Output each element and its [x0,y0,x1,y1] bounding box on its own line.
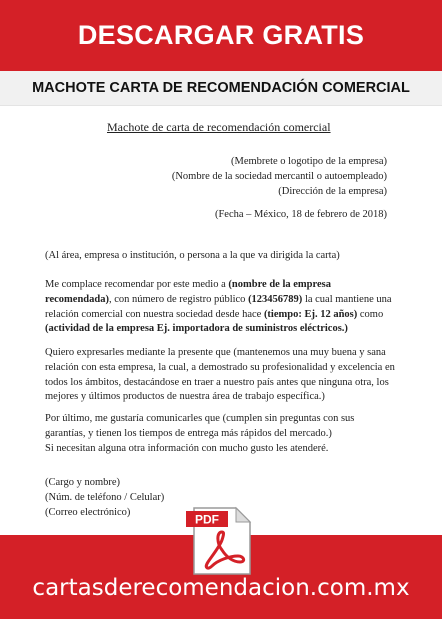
p1-text-1: Me complace recomendar por este medio a [45,279,229,290]
subtitle-bar [0,71,442,106]
paragraph-3-line-a: Por último, me gustaría comunicarles que (cumplen sin preguntas con sus garantías, y tienen los tiempos de entrega más rápidos del mercado.) [45,413,355,439]
paragraph-1 [45,278,395,337]
top-banner [0,0,442,71]
p1-text-2: , con número de registro público [108,293,249,305]
pdf-file-icon[interactable] [186,506,256,576]
p1-text-3: la cual mantiene una relación comercial con nuestra sociedad desde hace [45,293,392,320]
p1-bold-4: (actividad de la empresa Ej. importadora de suministros eléctricos.) [45,323,348,335]
addressee-line: (Al área, empresa o institución, o persona a la que va dirigida la carta) [45,250,340,261]
p1-text-4: como [357,308,384,320]
p1-bold-2: (123456789) [248,293,303,305]
signature-name: (Cargo y nombre) [45,477,121,488]
letterhead [172,154,387,199]
pdf-label: PDF [195,512,219,527]
p1-bold-1: (nombre de la empresa recomendada) [45,279,331,305]
date-line: (Fecha – México, 18 de febrero de 2018) [214,209,387,220]
letterhead-logo-line: (Membrete o logotipo de la empresa) [231,156,387,167]
signature-email: (Correo electrónico) [45,506,131,518]
paragraph-3 [45,412,395,456]
site-url[interactable]: cartasderecomendacion.com.mx [32,575,410,601]
download-free-title[interactable]: DESCARGAR GRATIS [77,20,365,50]
p1-bold-3: (tiempo: Ej. 12 años) [263,308,358,320]
letterhead-address-line: (Dirección de la empresa) [278,186,387,197]
letterhead-company-line: (Nombre de la sociedad mercantil o autoempleado) [171,171,387,182]
pdf-file-icon-graphic [186,506,256,576]
paragraph-2: Quiero expresarles mediante la presente que (mantenemos una muy buena y sana relación con esta empresa, la cual, a demostrado su profesionalidad y excelencia en todos los ámbitos, destacándose en traer a nuestro país antes que ninguna otra, los mejores y últimos productos de nuestra área de trabajo específica.) [45,347,395,403]
document-title: Machote de carta de recomendación comercial [107,120,331,134]
document-preview [0,106,442,535]
subtitle-text: MACHOTE CARTA DE RECOMENDACIÓN COMERCIAL [32,80,410,96]
signature-phone: (Núm. de teléfono / Celular) [45,491,165,503]
paragraph-3-line-b: Si necesitan alguna otra información con mucho gusto les atenderé. [45,442,329,454]
